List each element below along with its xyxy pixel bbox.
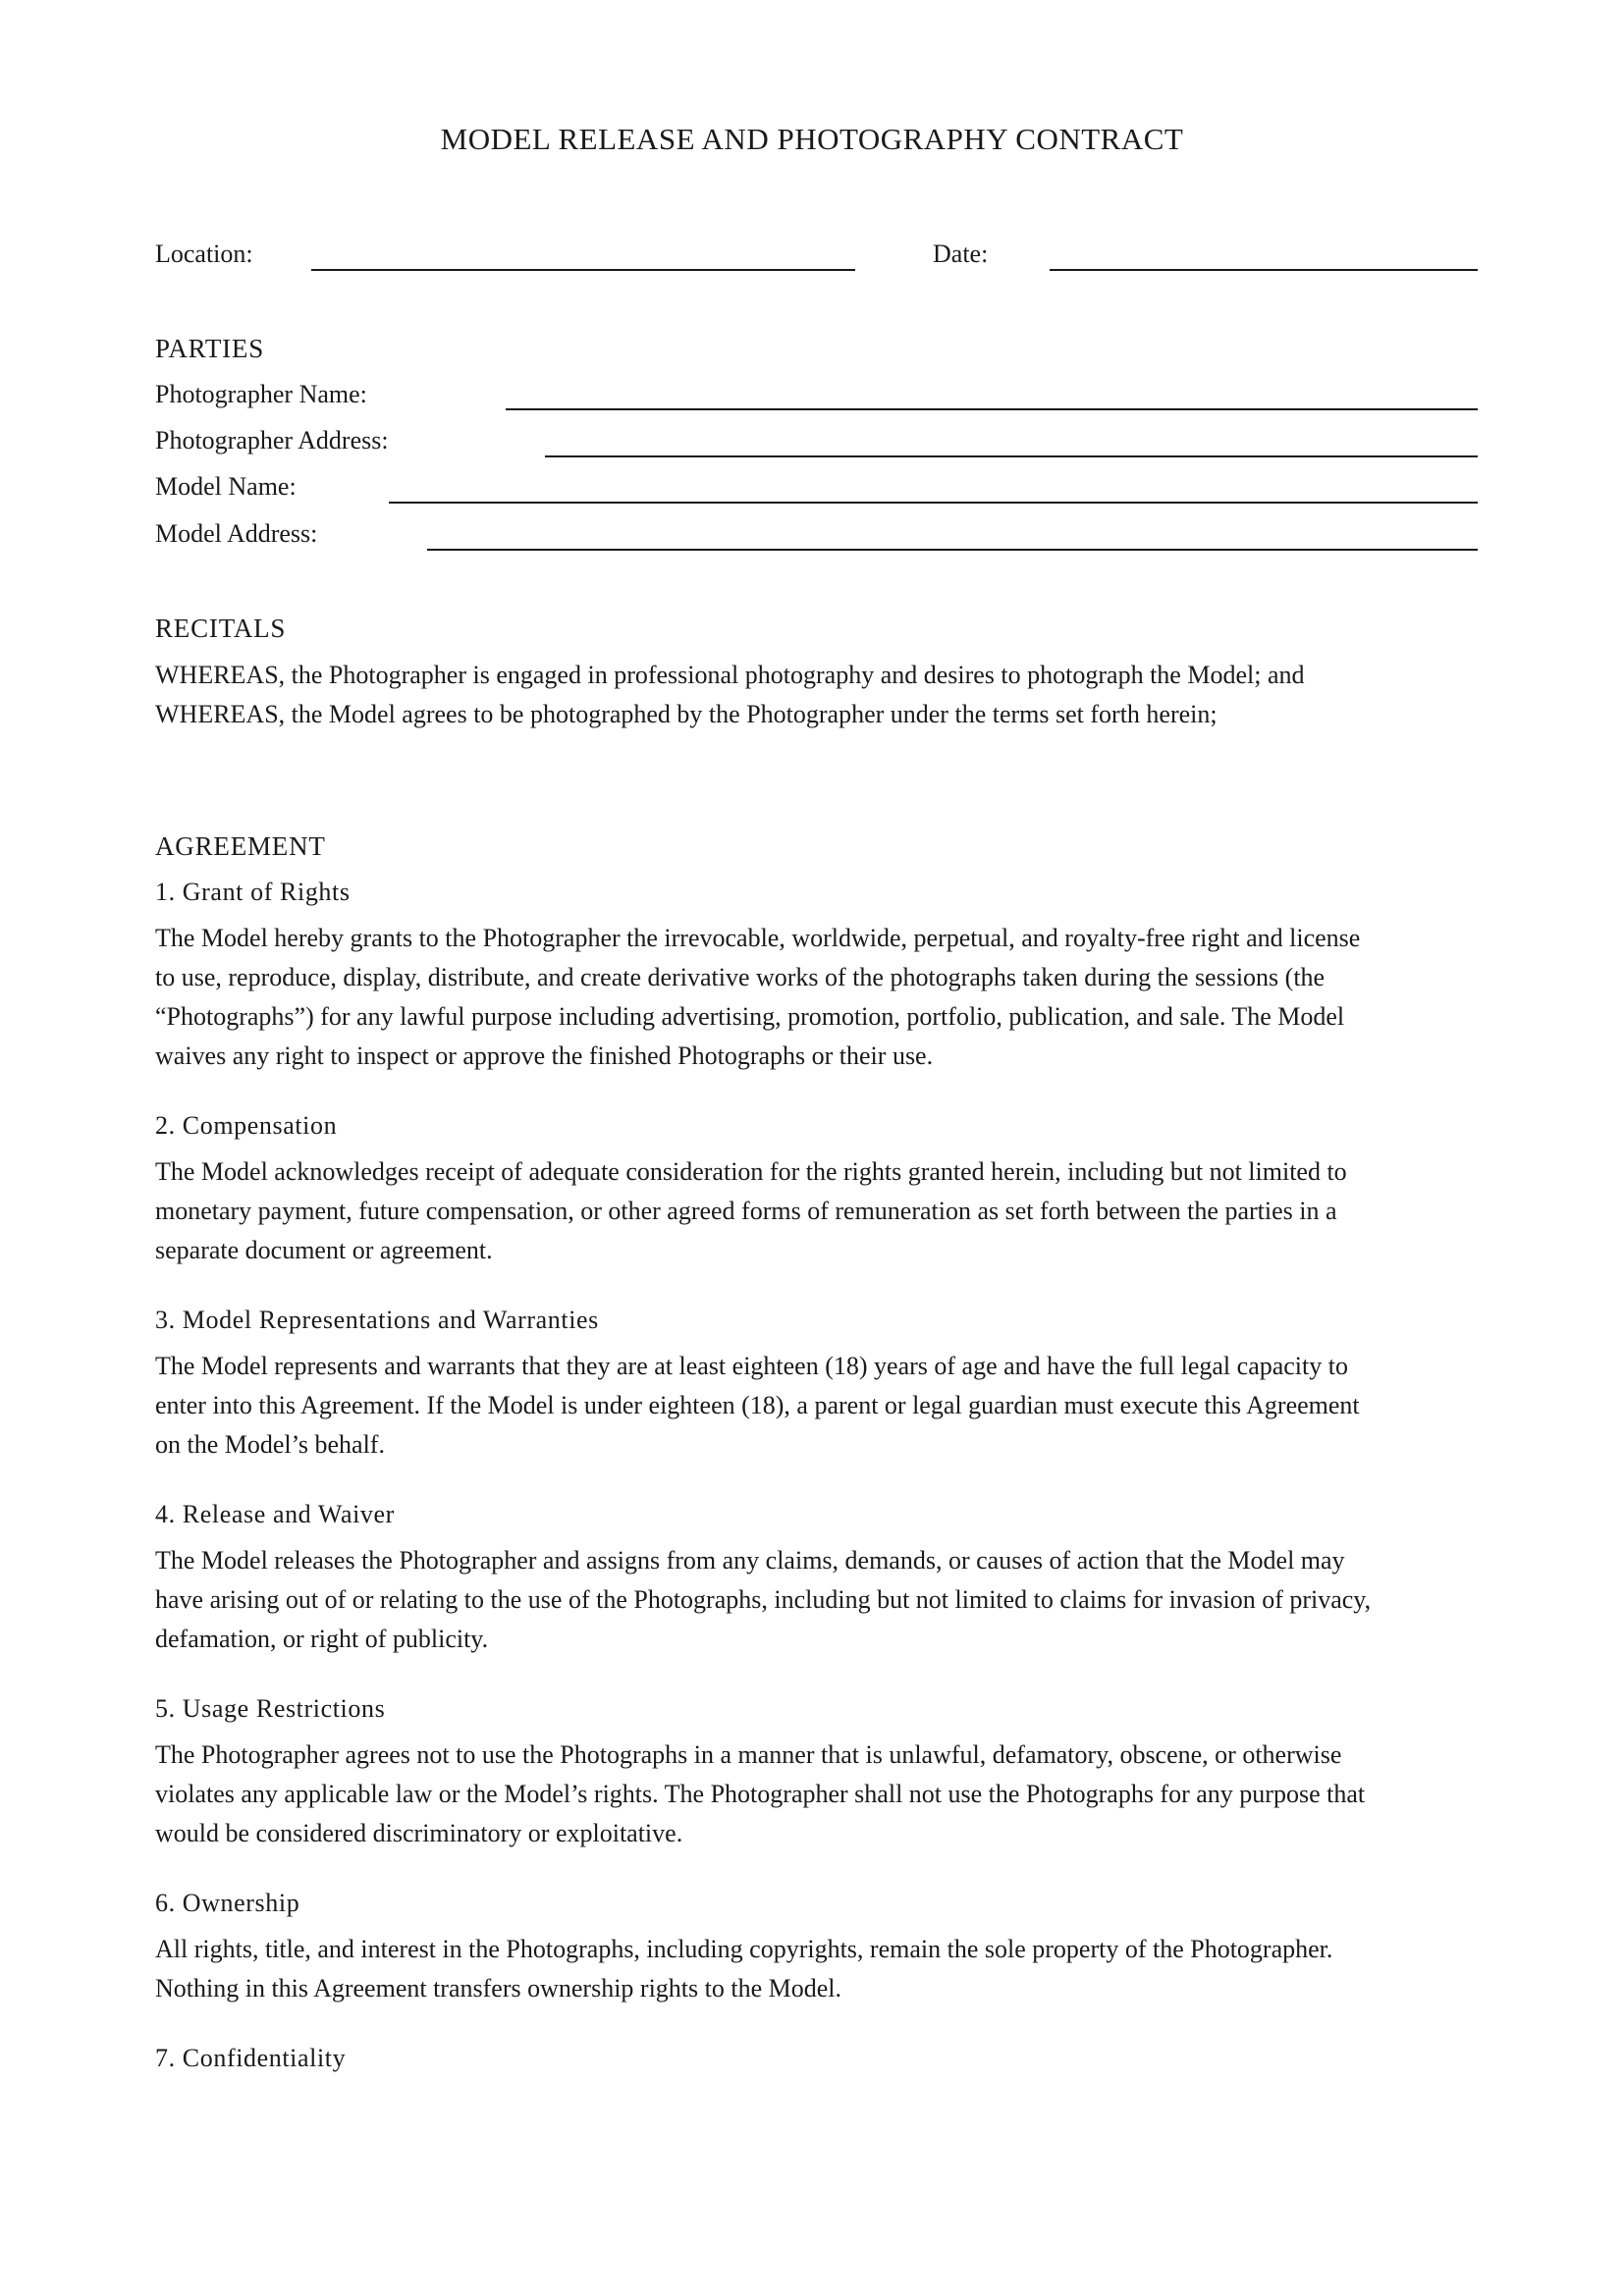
location-blank-line[interactable] (311, 269, 855, 271)
clause-ownership-title: 6. Ownership (155, 1889, 300, 1917)
clause-line: The Model hereby grants to the Photographer the irrevocable, worldwide, perpetual, and royalty-free right and license (155, 924, 1361, 952)
clause-release-title: 4. Release and Waiver (155, 1500, 395, 1528)
photographer-name-blank-line[interactable] (506, 408, 1478, 410)
clause-confidentiality-title: 7. Confidentiality (155, 2044, 347, 2072)
date-label: Date: (933, 240, 989, 268)
recitals-heading: RECITALS (155, 614, 287, 643)
clause-compensation-text (155, 1152, 1490, 1270)
clause-representations-title: 3. Model Representations and Warranties (155, 1306, 599, 1334)
clause-line: The Model acknowledges receipt of adequate consideration for the rights granted herein, including but not limited to (155, 1157, 1347, 1186)
clause-release-text (155, 1541, 1490, 1659)
clause-line: All rights, title, and interest in the Photographs, including copyrights, remain the sole property of the Photographer. (155, 1935, 1333, 1963)
photographer-name-label: Photographer Name: (155, 380, 367, 408)
clause-representations-text (155, 1347, 1490, 1465)
recitals-text (155, 656, 1490, 734)
model-address-blank-line[interactable] (427, 549, 1478, 551)
clause-line: violates any applicable law or the Model’s rights. The Photographer shall not use the Photographs for any purpose that (155, 1780, 1366, 1808)
model-address-label: Model Address: (155, 519, 318, 548)
clause-line: The Photographer agrees not to use the Photographs in a manner that is unlawful, defamatory, obscene, or otherwise (155, 1740, 1342, 1769)
parties-heading: PARTIES (155, 334, 265, 363)
clause-line: “Photographs”) for any lawful purpose including advertising, promotion, portfolio, publication, and sale. The Model (155, 1002, 1345, 1031)
clause-line: defamation, or right of publicity. (155, 1625, 489, 1653)
clause-line: The Model releases the Photographer and assigns from any claims, demands, or causes of action that the Model may (155, 1546, 1345, 1575)
clause-grant-of-rights-title: 1. Grant of Rights (155, 878, 351, 906)
clause-line: Nothing in this Agreement transfers ownership rights to the Model. (155, 1974, 842, 2002)
photographer-address-label: Photographer Address: (155, 426, 389, 454)
clause-usage-title: 5. Usage Restrictions (155, 1694, 386, 1723)
clause-line: separate document or agreement. (155, 1236, 493, 1264)
clause-compensation-title: 2. Compensation (155, 1111, 338, 1140)
location-label: Location: (155, 240, 253, 268)
clause-line: would be considered discriminatory or exploitative. (155, 1819, 683, 1847)
recital-line: WHEREAS, the Model agrees to be photographed by the Photographer under the terms set forth herein; (155, 700, 1218, 728)
model-name-label: Model Name: (155, 472, 297, 501)
clause-line: have arising out of or relating to the use of the Photographs, including but not limited to claims for invasion of privacy, (155, 1585, 1372, 1614)
clause-ownership-text (155, 1930, 1490, 2008)
clause-line: on the Model’s behalf. (155, 1430, 385, 1459)
photographer-address-blank-line[interactable] (545, 455, 1478, 457)
clause-line: waives any right to inspect or approve the finished Photographs or their use. (155, 1041, 934, 1070)
clause-grant-of-rights-text (155, 919, 1490, 1076)
clause-line: enter into this Agreement. If the Model is under eighteen (18), a parent or legal guardian must execute this Agreement (155, 1391, 1360, 1419)
clause-line: The Model represents and warrants that they are at least eighteen (18) years of age and have the full legal capacity to (155, 1352, 1348, 1380)
date-blank-line[interactable] (1050, 269, 1478, 271)
clause-line: monetary payment, future compensation, or other agreed forms of remuneration as set forth between the parties in a (155, 1197, 1337, 1225)
document-title: MODEL RELEASE AND PHOTOGRAPHY CONTRACT (440, 122, 1184, 156)
agreement-heading: AGREEMENT (155, 831, 326, 861)
model-name-blank-line[interactable] (389, 502, 1478, 504)
clause-line: to use, reproduce, display, distribute, and create derivative works of the photographs taken during the sessions (the (155, 963, 1326, 991)
clause-usage-text (155, 1735, 1490, 1853)
recital-line: WHEREAS, the Photographer is engaged in professional photography and desires to photograph the Model; and (155, 661, 1305, 689)
